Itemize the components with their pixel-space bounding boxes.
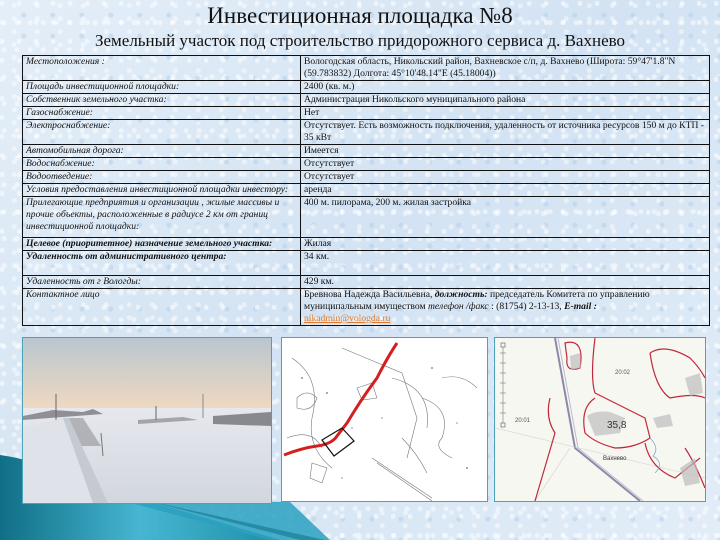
table-row: [23, 238, 710, 251]
topographic-map: [494, 337, 706, 502]
position-label: должность:: [434, 289, 488, 300]
table-row: [23, 107, 710, 120]
winter-road-photo: [22, 337, 272, 504]
row-label: Водоотведение:: [23, 171, 301, 184]
row-value: 34 км.: [301, 251, 710, 276]
row-label: Условия предоставления инвестиционной площадки инвестору:: [23, 184, 301, 197]
row-value: Жилая: [301, 238, 710, 251]
table-row: [23, 81, 710, 94]
map-label-plot: 35,8: [607, 420, 627, 431]
table-row: [23, 171, 710, 184]
row-label: Целевое (приоритетное) назначение земельного участка:: [23, 238, 301, 251]
row-value: 2400 (кв. м.): [301, 81, 710, 94]
row-label: Местоположения :: [23, 56, 301, 81]
row-value: 400 м. пилорама, 200 м. жилая застройка: [301, 197, 710, 238]
table-row: [23, 184, 710, 197]
table-row: [23, 158, 710, 171]
map-label-zone-1: 20:01: [515, 418, 531, 424]
row-label: Удаленность от административного центра:: [23, 251, 301, 276]
contact-email-link[interactable]: nikadmin@vologda.ru: [304, 313, 391, 324]
contact-label: Контактное лицо: [23, 289, 301, 326]
row-label: Прилегающие предприятия и организации , жилые массивы и прочие объекты, расположенные в радиусе 2 км от границ инвестиционной площадки:: [23, 197, 301, 238]
row-value: Вологодская область, Никольский район, Вахневское с/п, д. Вахнево (Широта: 59°47'1.8"N (59.783832) Долгота: 45°10'48.14"E (45.18004)): [301, 56, 710, 81]
page-title: Инвестиционная площадка №8: [207, 3, 513, 28]
table-row: [23, 56, 710, 81]
map-label-village: Вахнево: [603, 456, 627, 462]
phone-label: телефон /факс: [428, 301, 489, 312]
row-label: Водоснабжение:: [23, 158, 301, 171]
contact-name: Бревнова Надежда Васильевна,: [304, 289, 433, 300]
table-row: [23, 94, 710, 107]
map-label-zone-2: 20:02: [615, 370, 631, 376]
page-subtitle: Земельный участок под строительство придорожного сервиса д. Вахнево: [94, 31, 626, 50]
row-value: Отсутствует. Есть возможность подключения, удаленность от источника ресурсов 150 м до КТП - 35 кВт: [301, 120, 710, 145]
row-value: аренда: [301, 184, 710, 197]
row-label: Электроснабжение:: [23, 120, 301, 145]
row-label: Собственник земельного участка:: [23, 94, 301, 107]
row-value: Администрация Никольского муниципального района: [301, 94, 710, 107]
contact-position: председатель Комитета по управлению муниципальным имуществом: [304, 289, 650, 312]
row-label: Газоснабжение:: [23, 107, 301, 120]
row-label: Площадь инвестиционной площадки:: [23, 81, 301, 94]
table-row: [23, 197, 710, 238]
row-value: 429 км.: [301, 276, 710, 289]
table-row: [23, 276, 710, 289]
row-label: Автомобильная дорога:: [23, 145, 301, 158]
contact-value: [301, 289, 710, 326]
table-row: [23, 120, 710, 145]
row-value: Отсутствует: [301, 171, 710, 184]
email-label: E-mail :: [564, 301, 597, 312]
table-row: [23, 145, 710, 158]
row-value: Имеется: [301, 145, 710, 158]
table-row: [23, 251, 710, 276]
cadastral-map: [281, 337, 488, 502]
table-row-contact: [23, 289, 710, 326]
investment-site-table: [22, 55, 710, 326]
contact-phone: : (81754) 2-13-13,: [491, 301, 562, 312]
row-value: Отсутствует: [301, 158, 710, 171]
row-value: Нет: [301, 107, 710, 120]
row-label: Удаленность от г Вологды:: [23, 276, 301, 289]
